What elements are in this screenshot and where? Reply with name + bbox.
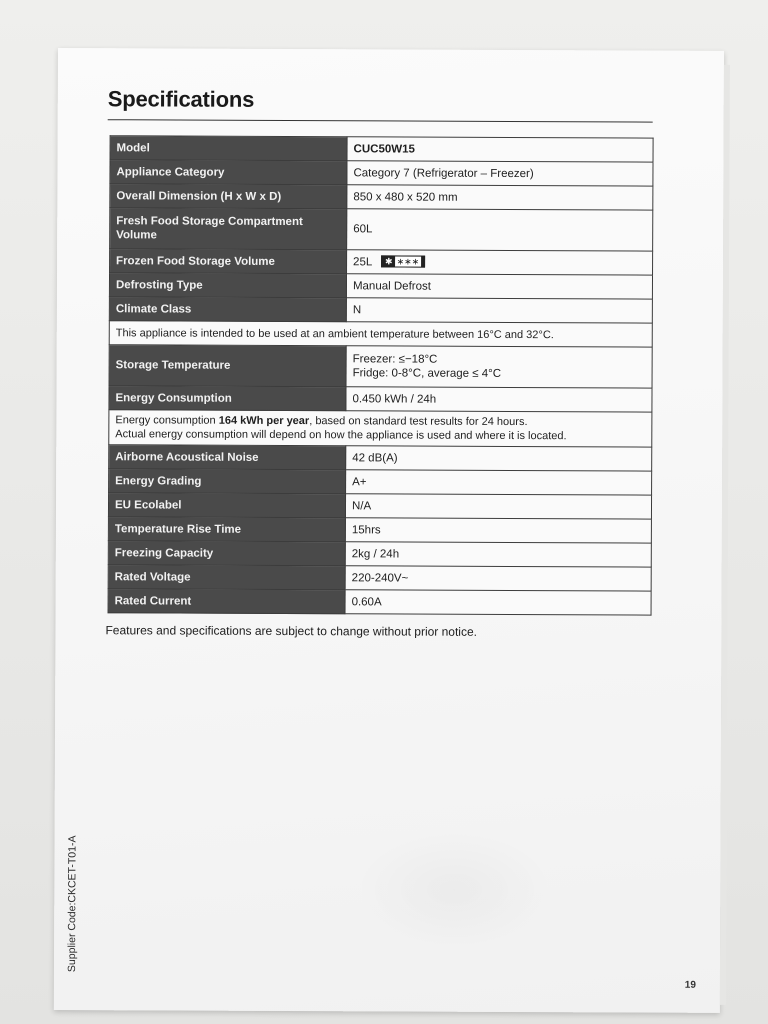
table-row-rated-current <box>108 589 651 615</box>
appliance-category-label: Appliance Category <box>110 160 347 185</box>
specifications-table <box>108 135 654 615</box>
document-page <box>54 48 724 1013</box>
table-row-fresh-food-volume <box>110 208 653 251</box>
storage-temperature-label: Storage Temperature <box>109 345 346 387</box>
fresh-food-volume-label: Fresh Food Storage Compartment Volume <box>110 208 347 250</box>
supplier-code: Supplier Code:CKCET-T01-A <box>65 835 79 973</box>
table-row-eu-ecolabel <box>108 493 651 519</box>
page-number: 19 <box>684 979 696 991</box>
table-row-rated-voltage <box>108 565 651 591</box>
eu-ecolabel-value: N/A <box>345 494 651 519</box>
table-row-energy-grading <box>109 469 652 495</box>
energy-grading-label: Energy Grading <box>109 469 346 494</box>
page-title: Specifications <box>107 86 255 112</box>
paper-smudge <box>354 829 555 950</box>
star-rating-icon: ✱ ∗∗∗ <box>381 256 425 268</box>
energy-consumption-label: Energy Consumption <box>109 386 346 411</box>
eu-ecolabel-label: EU Ecolabel <box>108 493 345 518</box>
table-row-storage-temperature <box>109 345 652 388</box>
climate-class-value: N <box>346 298 652 323</box>
rated-current-label: Rated Current <box>108 589 345 614</box>
fresh-food-volume-value: 60L <box>347 209 653 251</box>
table-row-airborne-noise <box>109 445 652 471</box>
title-rule <box>108 119 653 122</box>
table-row-energy-note <box>109 410 652 447</box>
table-row-ambient-note <box>109 321 652 347</box>
freezer-temperature: Freezer: ≤−18°C <box>352 353 438 366</box>
disclaimer-footnote: Features and specifications are subject to change without prior notice. <box>105 623 478 639</box>
table-row-climate-class <box>109 297 652 323</box>
defrosting-type-value: Manual Defrost <box>346 274 652 299</box>
model-label: Model <box>110 136 347 161</box>
temperature-rise-time-value: 15hrs <box>345 518 651 543</box>
energy-grading-value: A+ <box>346 470 652 495</box>
table-row-freezing-capacity <box>108 541 651 567</box>
freezing-capacity-value: 2kg / 24h <box>345 542 651 567</box>
storage-temperature-value <box>346 346 652 388</box>
table-row-frozen-food-volume <box>110 249 653 275</box>
table-row-temperature-rise-time <box>108 517 651 543</box>
table-row-defrosting-type <box>109 273 652 299</box>
freezing-capacity-label: Freezing Capacity <box>108 541 345 566</box>
appliance-category-value: Category 7 (Refrigerator – Freezer) <box>347 161 653 186</box>
energy-consumption-value: 0.450 kWh / 24h <box>346 387 652 412</box>
overall-dimension-value: 850 x 480 x 520 mm <box>347 185 653 210</box>
frozen-food-volume-value <box>347 250 653 275</box>
rated-voltage-value: 220-240V~ <box>345 566 651 591</box>
energy-consumption-note: Energy consumption 164 kWh per year, based on standard test results for 24 hours. Actual energy consumption will depend on how the appliance is used and where it is located. <box>109 410 652 447</box>
fridge-temperature: Fridge: 0-8°C, average ≤ 4°C <box>352 367 502 380</box>
overall-dimension-label: Overall Dimension (H x W x D) <box>110 184 347 209</box>
model-value: CUC50W15 <box>347 137 653 162</box>
temperature-rise-time-label: Temperature Rise Time <box>108 517 345 542</box>
rated-voltage-label: Rated Voltage <box>108 565 345 590</box>
table-row-model <box>110 136 653 162</box>
rated-current-value: 0.60A <box>345 590 651 615</box>
ambient-temperature-note: This appliance is intended to be used at an ambient temperature between 16°C and 32°C. <box>109 321 652 347</box>
frozen-food-volume-text: 25L <box>353 255 372 268</box>
airborne-noise-label: Airborne Acoustical Noise <box>109 445 346 470</box>
defrosting-type-label: Defrosting Type <box>109 273 346 298</box>
table-row-overall-dimension <box>110 184 653 210</box>
climate-class-label: Climate Class <box>109 297 346 322</box>
table-row-energy-consumption <box>109 386 652 412</box>
airborne-noise-value: 42 dB(A) <box>346 446 652 471</box>
frozen-food-volume-label: Frozen Food Storage Volume <box>110 249 347 274</box>
table-row-appliance-category <box>110 160 653 186</box>
